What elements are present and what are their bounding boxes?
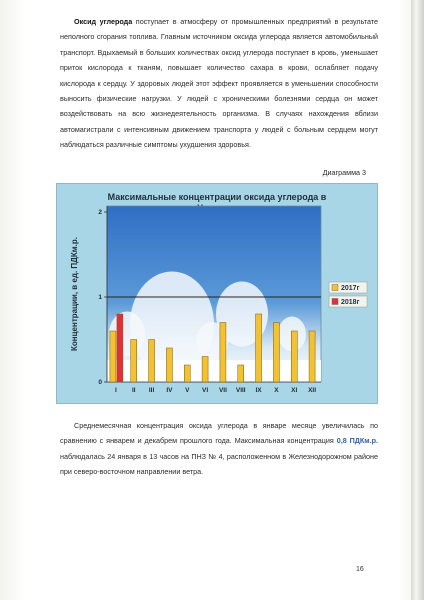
- legend-label: 2018г: [341, 299, 360, 306]
- diagram-label: Диаграмма 3: [322, 168, 366, 177]
- y-tick-label: 0: [98, 379, 102, 386]
- chart-svg: [57, 184, 377, 403]
- x-tick-label: II: [131, 387, 136, 394]
- y-tick-label: 1: [98, 294, 102, 301]
- legend-swatch: [332, 285, 338, 291]
- paragraph-text-after: наблюдалась 24 января в 13 часов на ПНЗ № 4, расположенном в Железнодорожном районе при северо-восточном направлении ветра.: [60, 451, 378, 477]
- bar-2017г-IX: [256, 314, 262, 382]
- co-concentration-chart: [56, 183, 378, 404]
- paragraph-body: поступает в атмосферу от промышленных предприятий в результате неполного сгорания топлива. Главным источником оксида углерода является автомобильный транспорт. Вдыхаемый в больших количествах оксид углерода поступает в кровь, уменьшает приток кислорода к тканям, повышает количество сахара в крови, ослабляет подачу кислорода к сердцу. У здоровых людей этот эффект проявляется в уменьшении способности выносить физические нагрузки. У людей с хроническими болезнями сердца он может воздействовать на всю жизнедеятельность организма. В случаях нахождения вблизи автомагистрали с интенсивным движением транспорта у людей с больным сердцем могут наблюдаться различные симптомы ухудшения здоровья.: [60, 17, 379, 150]
- paragraph-lead-term: Оксид углерода: [74, 17, 133, 26]
- paragraph-text-before: Среднемесячная концентрация оксида углерода в январе месяце увеличилась по сравнению с январем и декабрем прошлого года. Максимальная концентрация: [60, 421, 378, 446]
- x-tick-label: III: [148, 387, 155, 394]
- x-tick-label: IV: [166, 387, 173, 394]
- paragraph-monthly-concentration: [60, 418, 378, 480]
- page-binding-edge: [411, 0, 424, 600]
- chart-title-line: Максимальные концентрации оксида углерода в: [107, 192, 327, 202]
- x-tick-label: IX: [255, 387, 262, 394]
- x-tick-label: VIII: [235, 387, 246, 394]
- x-tick-label: VII: [218, 387, 227, 394]
- x-tick-label: VI: [202, 387, 209, 394]
- bar-2017г-V: [184, 365, 190, 382]
- bar-2017г-VI: [202, 357, 208, 383]
- x-tick-label: XII: [308, 387, 317, 394]
- bar-2017г-II: [131, 340, 137, 383]
- bar-2017г-VIII: [238, 365, 244, 382]
- legend-swatch: [332, 299, 338, 305]
- x-tick-label: V: [185, 387, 190, 394]
- bar-2017г-VII: [220, 323, 226, 383]
- legend-label: 2017г: [341, 285, 360, 292]
- x-tick-label: X: [274, 387, 279, 394]
- bar-2017г-IV: [166, 348, 172, 382]
- x-tick-label: XI: [291, 387, 298, 394]
- x-tick-label: I: [115, 387, 117, 394]
- y-axis-label: Концентрации, в ед. ПДКм.р.: [70, 237, 79, 351]
- paragraph-carbon-monoxide: [60, 14, 378, 153]
- bar-2017г-XII: [309, 331, 315, 382]
- page-number: 16: [356, 566, 364, 573]
- bar-2018г-I: [117, 314, 123, 382]
- y-tick-label: 2: [98, 209, 102, 216]
- bar-2017г-III: [149, 340, 155, 383]
- bar-2017г-XI: [291, 331, 297, 382]
- max-concentration-highlight: 0,8 ПДКм.р.: [336, 436, 378, 446]
- snow-ground-shape: [107, 360, 321, 382]
- bar-2017г-I: [110, 331, 116, 382]
- bar-2017г-X: [273, 323, 279, 383]
